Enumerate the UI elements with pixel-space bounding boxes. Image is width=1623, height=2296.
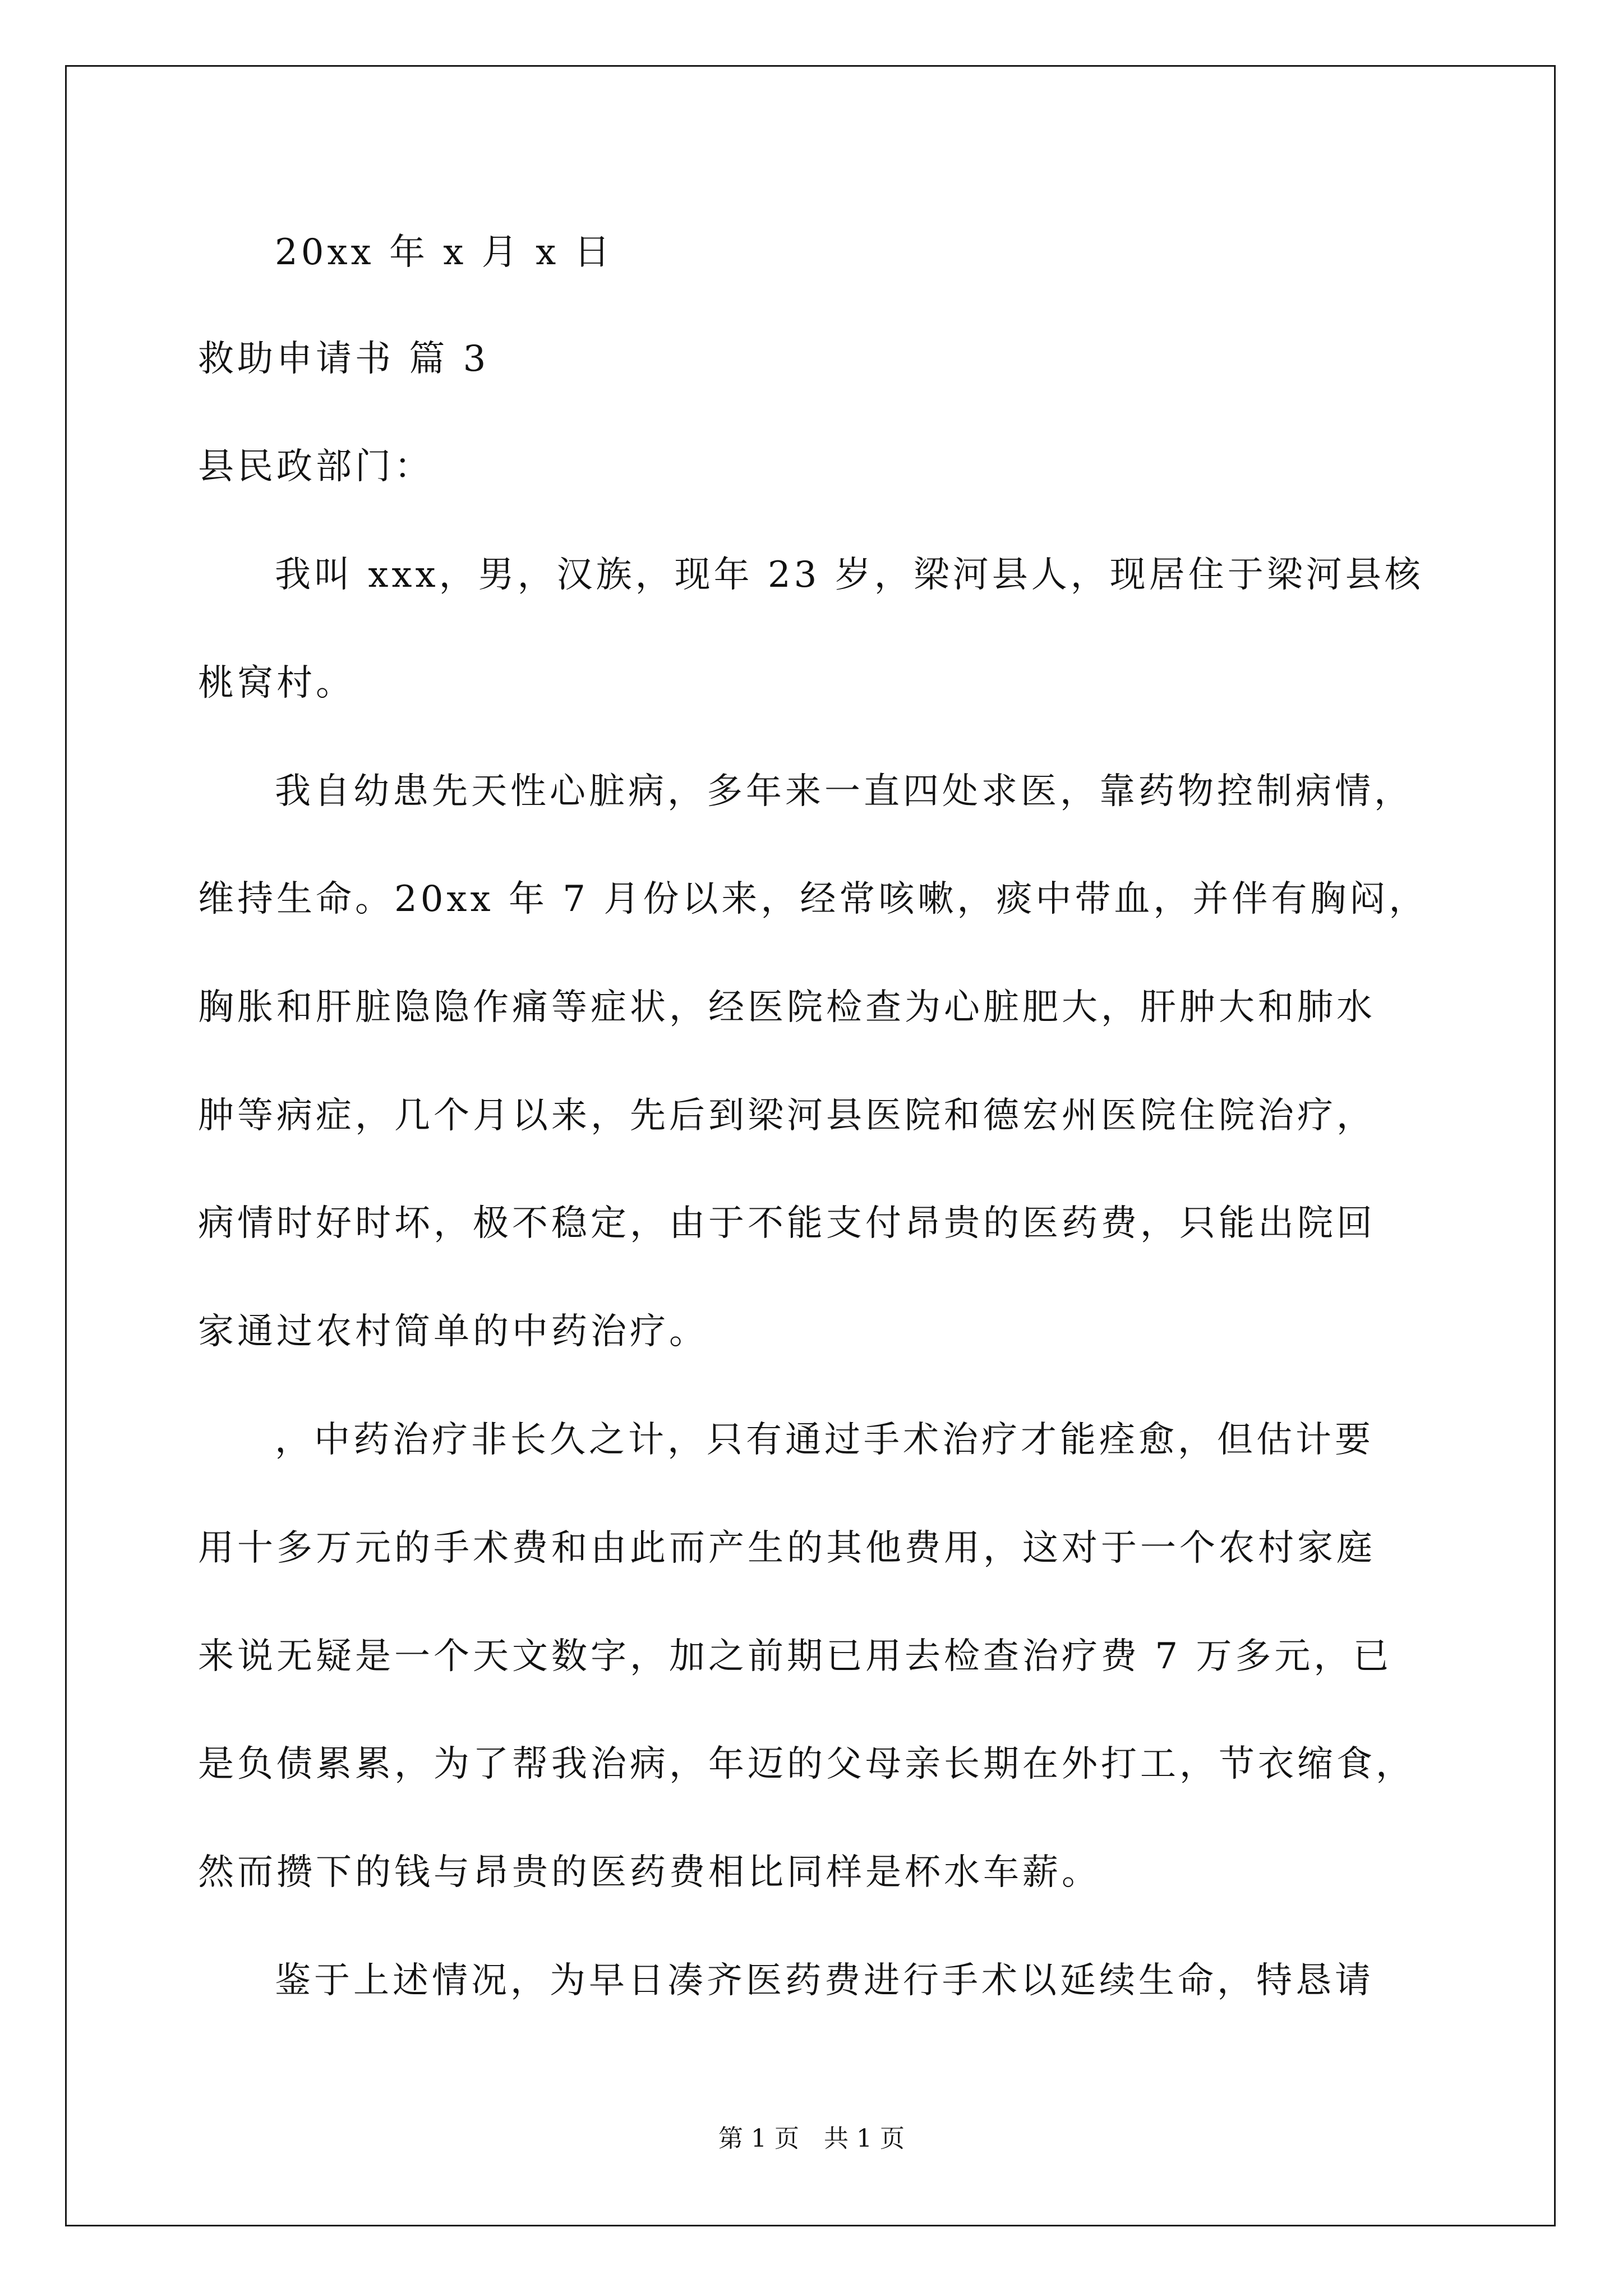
paragraph-line: 病情时好时坏，极不稳定，由于不能支付昂贵的医药费，只能出院回 — [198, 1203, 1376, 1244]
section-title: 救助申请书 篇 3 — [198, 338, 490, 380]
page-footer: 第 1 页 共 1 页 — [718, 2124, 905, 2153]
paragraph-line: 然而攒下的钱与昂贵的医药费相比同样是杯水车薪。 — [198, 1852, 1101, 1893]
paragraph-line: 胸胀和肝脏隐隐作痛等症状，经医院检查为心脏肥大，肝肿大和肺水 — [198, 987, 1376, 1028]
paragraph-line: 我自幼患先天性心脏病，多年来一直四处求医，靠药物控制病情， — [275, 771, 1413, 812]
date-line: 20xx 年 x 月 x 日 — [275, 232, 614, 273]
paragraph-line: 用十多万元的手术费和由此而产生的其他费用，这对于一个农村家庭 — [198, 1527, 1376, 1569]
paragraph-line: 是负债累累，为了帮我治病，年迈的父母亲长期在外打工，节衣缩食， — [198, 1743, 1415, 1785]
paragraph-line: 肿等病症，几个月以来，先后到梁河县医院和德宏州医院住院治疗， — [198, 1095, 1376, 1137]
page-border — [65, 65, 1556, 2226]
paragraph-line: 鉴于上述情况，为早日凑齐医药费进行手术以延续生命，特恳请 — [275, 1960, 1374, 2001]
paragraph-line: 桃窝村。 — [198, 662, 355, 704]
paragraph-line: 来说无疑是一个天文数字，加之前期已用去检查治疗费 7 万多元，已 — [198, 1636, 1393, 1677]
paragraph-line: 维持生命。20xx 年 7 月份以来，经常咳嗽，痰中带血，并伴有胸闷， — [198, 878, 1428, 920]
paragraph-line: ，中药治疗非长久之计，只有通过手术治疗才能痊愈，但估计要 — [275, 1419, 1374, 1461]
salutation: 县民政部门： — [198, 446, 434, 487]
paragraph-line: 我叫 xxx，男，汉族，现年 23 岁，梁河县人，现居住于梁河县核 — [275, 554, 1424, 596]
paragraph-line: 家通过农村简单的中药治疗。 — [198, 1311, 708, 1352]
